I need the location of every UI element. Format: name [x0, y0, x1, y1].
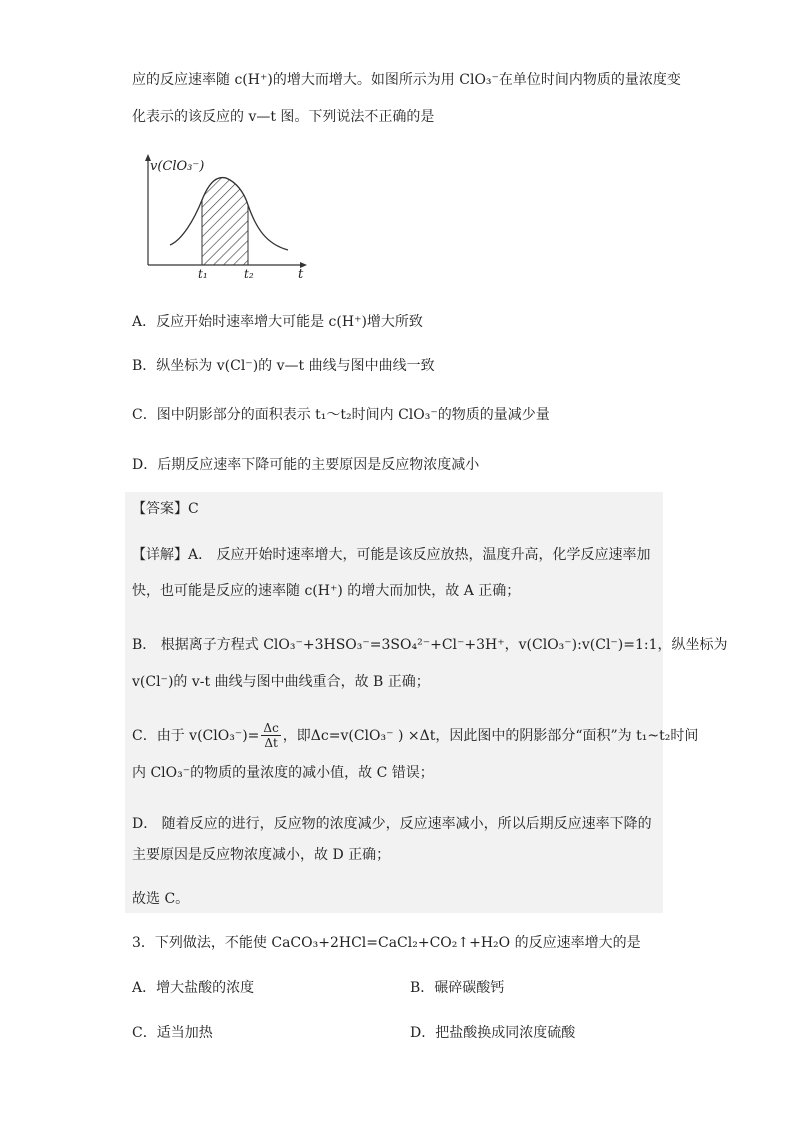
answer-conclusion: 故选 C。 — [132, 891, 190, 907]
option-d: D．后期反应速率下降可能的主要原因是反应物浓度减小 — [132, 457, 480, 473]
option-c: C．图中阴影部分的面积表示 t₁～t₂时间内 ClO₃⁻的物质的量减少量 — [132, 407, 550, 423]
detail-d-line-1: D． 随着反应的进行，反应物的浓度减少，反应速率减小，所以后期反应速率下降的 — [132, 816, 652, 832]
detail-b-line-2: v(Cl⁻)的 v-t 曲线与图中曲线重合，故 B 正确； — [132, 674, 430, 690]
detail-c-line-2: 内 ClO₃⁻的物质的量浓度的减小值，故 C 错误； — [132, 765, 434, 781]
detail-a-line-2: 快，也可能是反应的速率随 c(H⁺) 的增大而加快，故 A 正确； — [132, 583, 521, 599]
t1-label: t₁ — [198, 267, 208, 280]
intro-line-2: 化表示的该反应的 v—t 图。下列说法不正确的是 — [132, 109, 435, 125]
t2-label: t₂ — [244, 267, 254, 280]
detail-c-prefix: C．由于 v(ClO₃⁻)= — [132, 727, 260, 744]
detail-c-line-1 — [132, 721, 698, 750]
detail-d-line-2: 主要原因是反应物浓度减小，故 D 正确； — [132, 847, 391, 863]
fraction — [261, 721, 280, 750]
option-a: A．反应开始时速率增大可能是 c(H⁺)增大所致 — [132, 314, 423, 330]
detail-a-line-1: 【详解】A． 反应开始时速率增大，可能是该反应放热，温度升高，化学反应速率加 — [132, 547, 651, 563]
question-3-option-d: D．把盐酸换成同浓度硫酸 — [410, 1025, 576, 1041]
question-3-option-c: C．适当加热 — [132, 1025, 213, 1041]
y-axis-label: v(ClO₃⁻) — [150, 159, 205, 174]
intro-line-1: 应的反应速率随 c(H⁺)的增大而增大。如图所示为用 ClO₃⁻在单位时间内物质的量浓度变 — [132, 72, 681, 88]
question-3-option-b: B．碾碎碳酸钙 — [410, 980, 505, 996]
option-b: B．纵坐标为 v(Cl⁻)的 v—t 曲线与图中曲线一致 — [132, 358, 435, 374]
detail-c-suffix: ，即Δc=v(ClO₃⁻ ) ×Δt，因此图中的阴影部分“面积”为 t₁~t₂时间 — [282, 727, 699, 744]
rate-time-graph — [140, 150, 320, 280]
answer-label: 【答案】C — [132, 501, 199, 517]
fraction-numerator: Δc — [263, 721, 279, 735]
x-axis-label: t — [298, 267, 304, 280]
detail-b-line-1: B． 根据离子方程式 ClO₃⁻+3HSO₃⁻=3SO₄²⁻+Cl⁻+3H⁺，v(ClO₃⁻):v(Cl⁻)=1:1，纵坐标为 — [132, 637, 728, 653]
question-3-stem: 3．下列做法，不能使 CaCO₃+2HCl=CaCl₂+CO₂↑+H₂O 的反应速率增大的是 — [132, 935, 641, 951]
question-3-option-a: A．增大盐酸的浓度 — [132, 980, 255, 996]
fraction-denominator: Δt — [264, 736, 278, 750]
